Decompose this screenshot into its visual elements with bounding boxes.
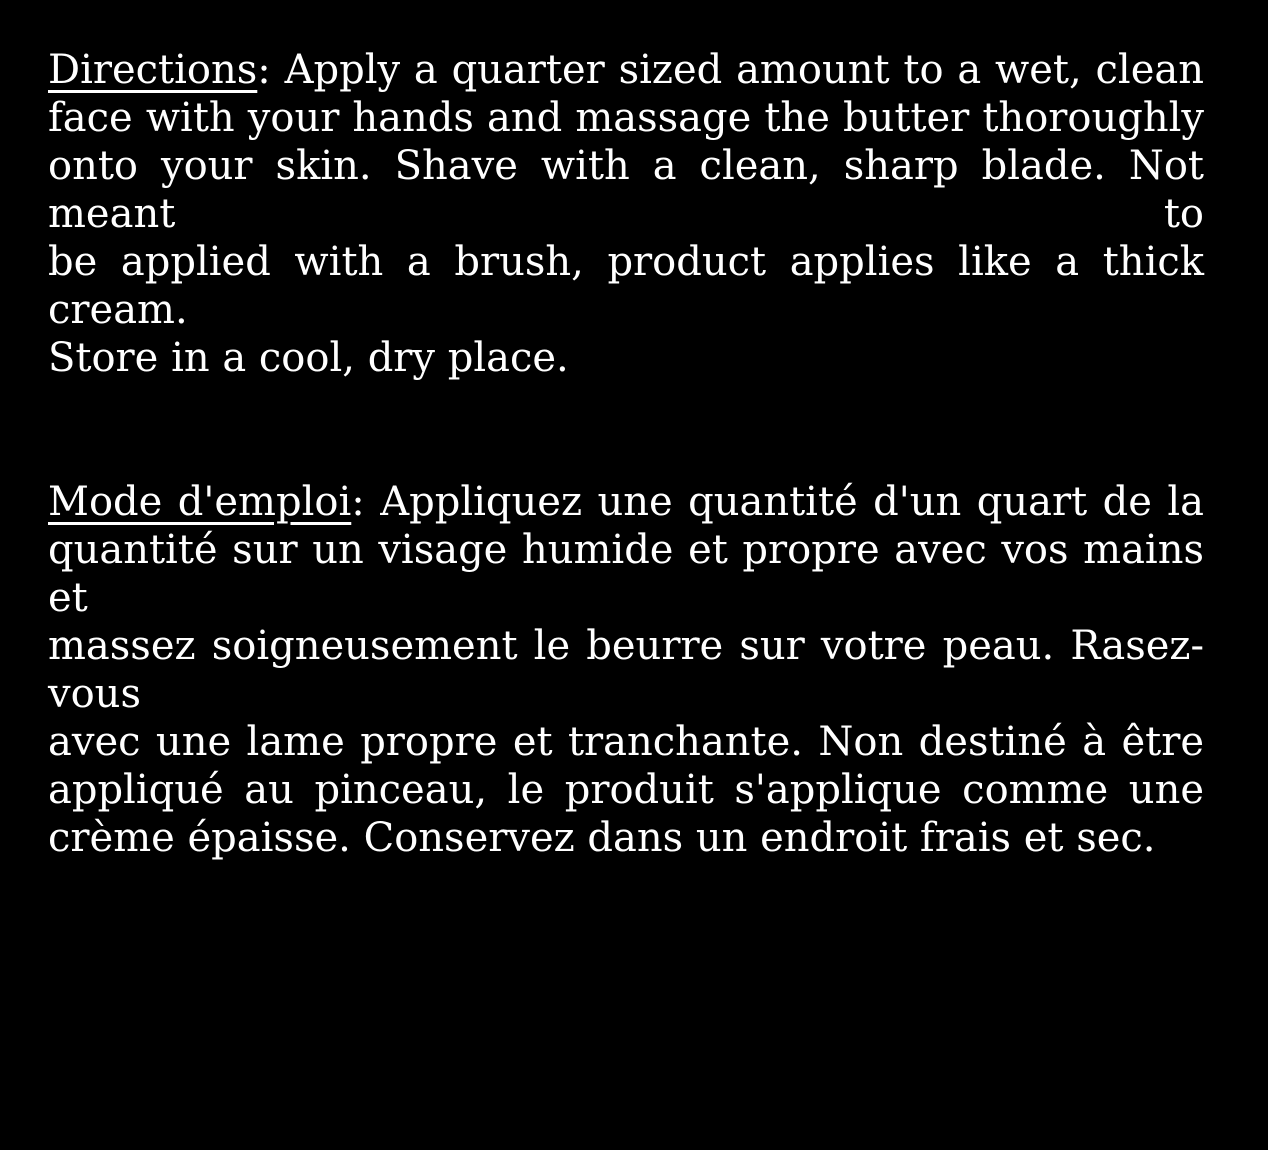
directions-fr-heading: Mode d'emploi [48, 479, 352, 525]
text-line: quantité sur un visage humide et propre avec vos mains et [48, 527, 1204, 621]
text-line: avec une lame propre et tranchante. Non destiné à être [48, 719, 1204, 765]
text-line: Store in a cool, dry place. [48, 335, 569, 381]
directions-en-line-1-text: Apply a quarter sized amount to a wet, clean [284, 47, 1204, 93]
text-line: onto your skin. Shave with a clean, sharp blade. Not meant to [48, 143, 1204, 237]
directions-fr-paragraph [48, 478, 1204, 862]
text-line: face with your hands and massage the butter thoroughly [48, 95, 1204, 141]
directions-en-heading: Directions [48, 47, 258, 93]
directions-en-paragraph [48, 46, 1204, 382]
text-line [48, 478, 1204, 526]
text-line: appliqué au pinceau, le produit s'applique comme une [48, 767, 1204, 813]
directions-fr-colon: : [351, 479, 365, 525]
text-line: massez soigneusement le beurre sur votre peau. Rasez-vous [48, 623, 1204, 717]
directions-en-colon: : [257, 47, 271, 93]
text-line: be applied with a brush, product applies like a thick cream. [48, 239, 1204, 333]
text-line [48, 46, 1204, 94]
text-line: crème épaisse. Conservez dans un endroit frais et sec. [48, 815, 1156, 861]
directions-fr-line-1-text: Appliquez une quantité d'un quart de la [380, 479, 1205, 525]
